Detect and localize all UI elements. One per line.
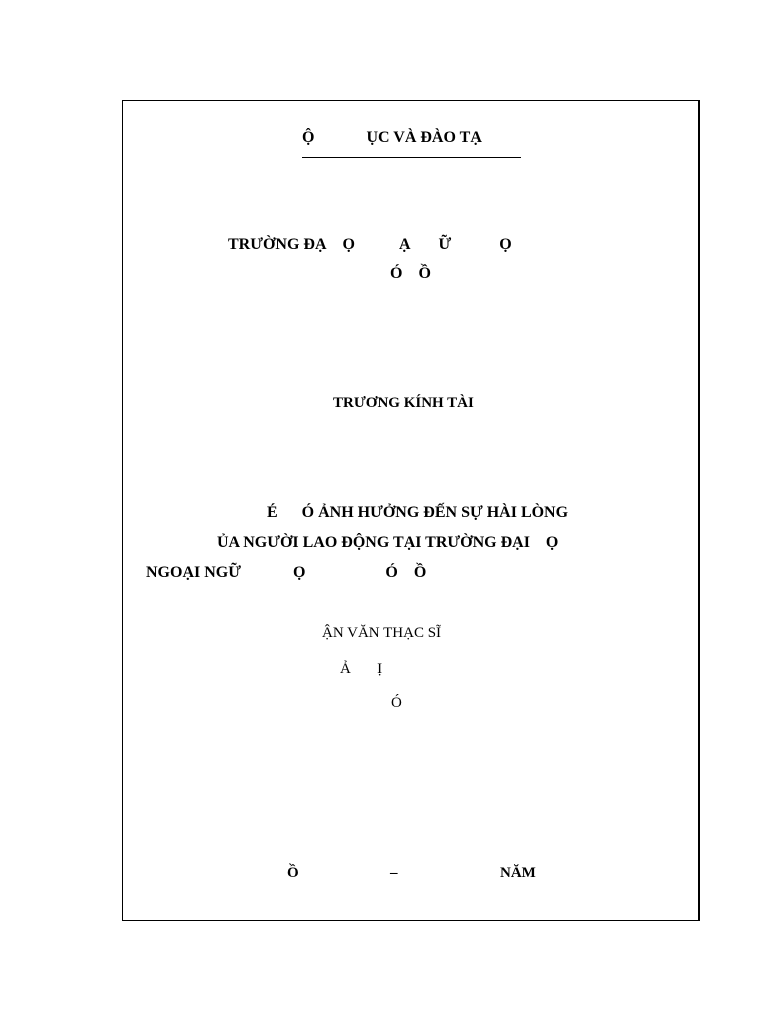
footer-year-label: NĂM	[500, 865, 536, 881]
footer-dash: –	[390, 865, 398, 881]
university-name-line-1: TRƯỜNG ĐẠ Ọ Ạ Ữ Ọ	[228, 236, 512, 253]
thesis-major: Ả Ị	[340, 661, 383, 677]
footer-city: Ồ	[287, 865, 299, 881]
thesis-type: ẬN VĂN THẠC SĨ	[322, 625, 442, 641]
thesis-title-line-2: ỦA NGƯỜI LAO ĐỘNG TẠI TRƯỜNG ĐẠI Ọ	[217, 534, 559, 551]
ministry-underline	[302, 157, 521, 158]
ministry-heading: Ộ ỤC VÀ ĐÀO TẠ	[302, 129, 482, 146]
university-name-line-2: Ó Ồ	[390, 265, 431, 282]
thesis-title-line-1: É Ó ẢNH HƯỞNG ĐẾN SỰ HÀI LÒNG	[267, 504, 569, 521]
author-name: TRƯƠNG KÍNH TÀI	[333, 395, 474, 411]
thesis-title-line-3: NGOẠI NGỮ Ọ Ó Ồ	[146, 564, 427, 581]
thesis-code: Ó	[391, 695, 402, 711]
